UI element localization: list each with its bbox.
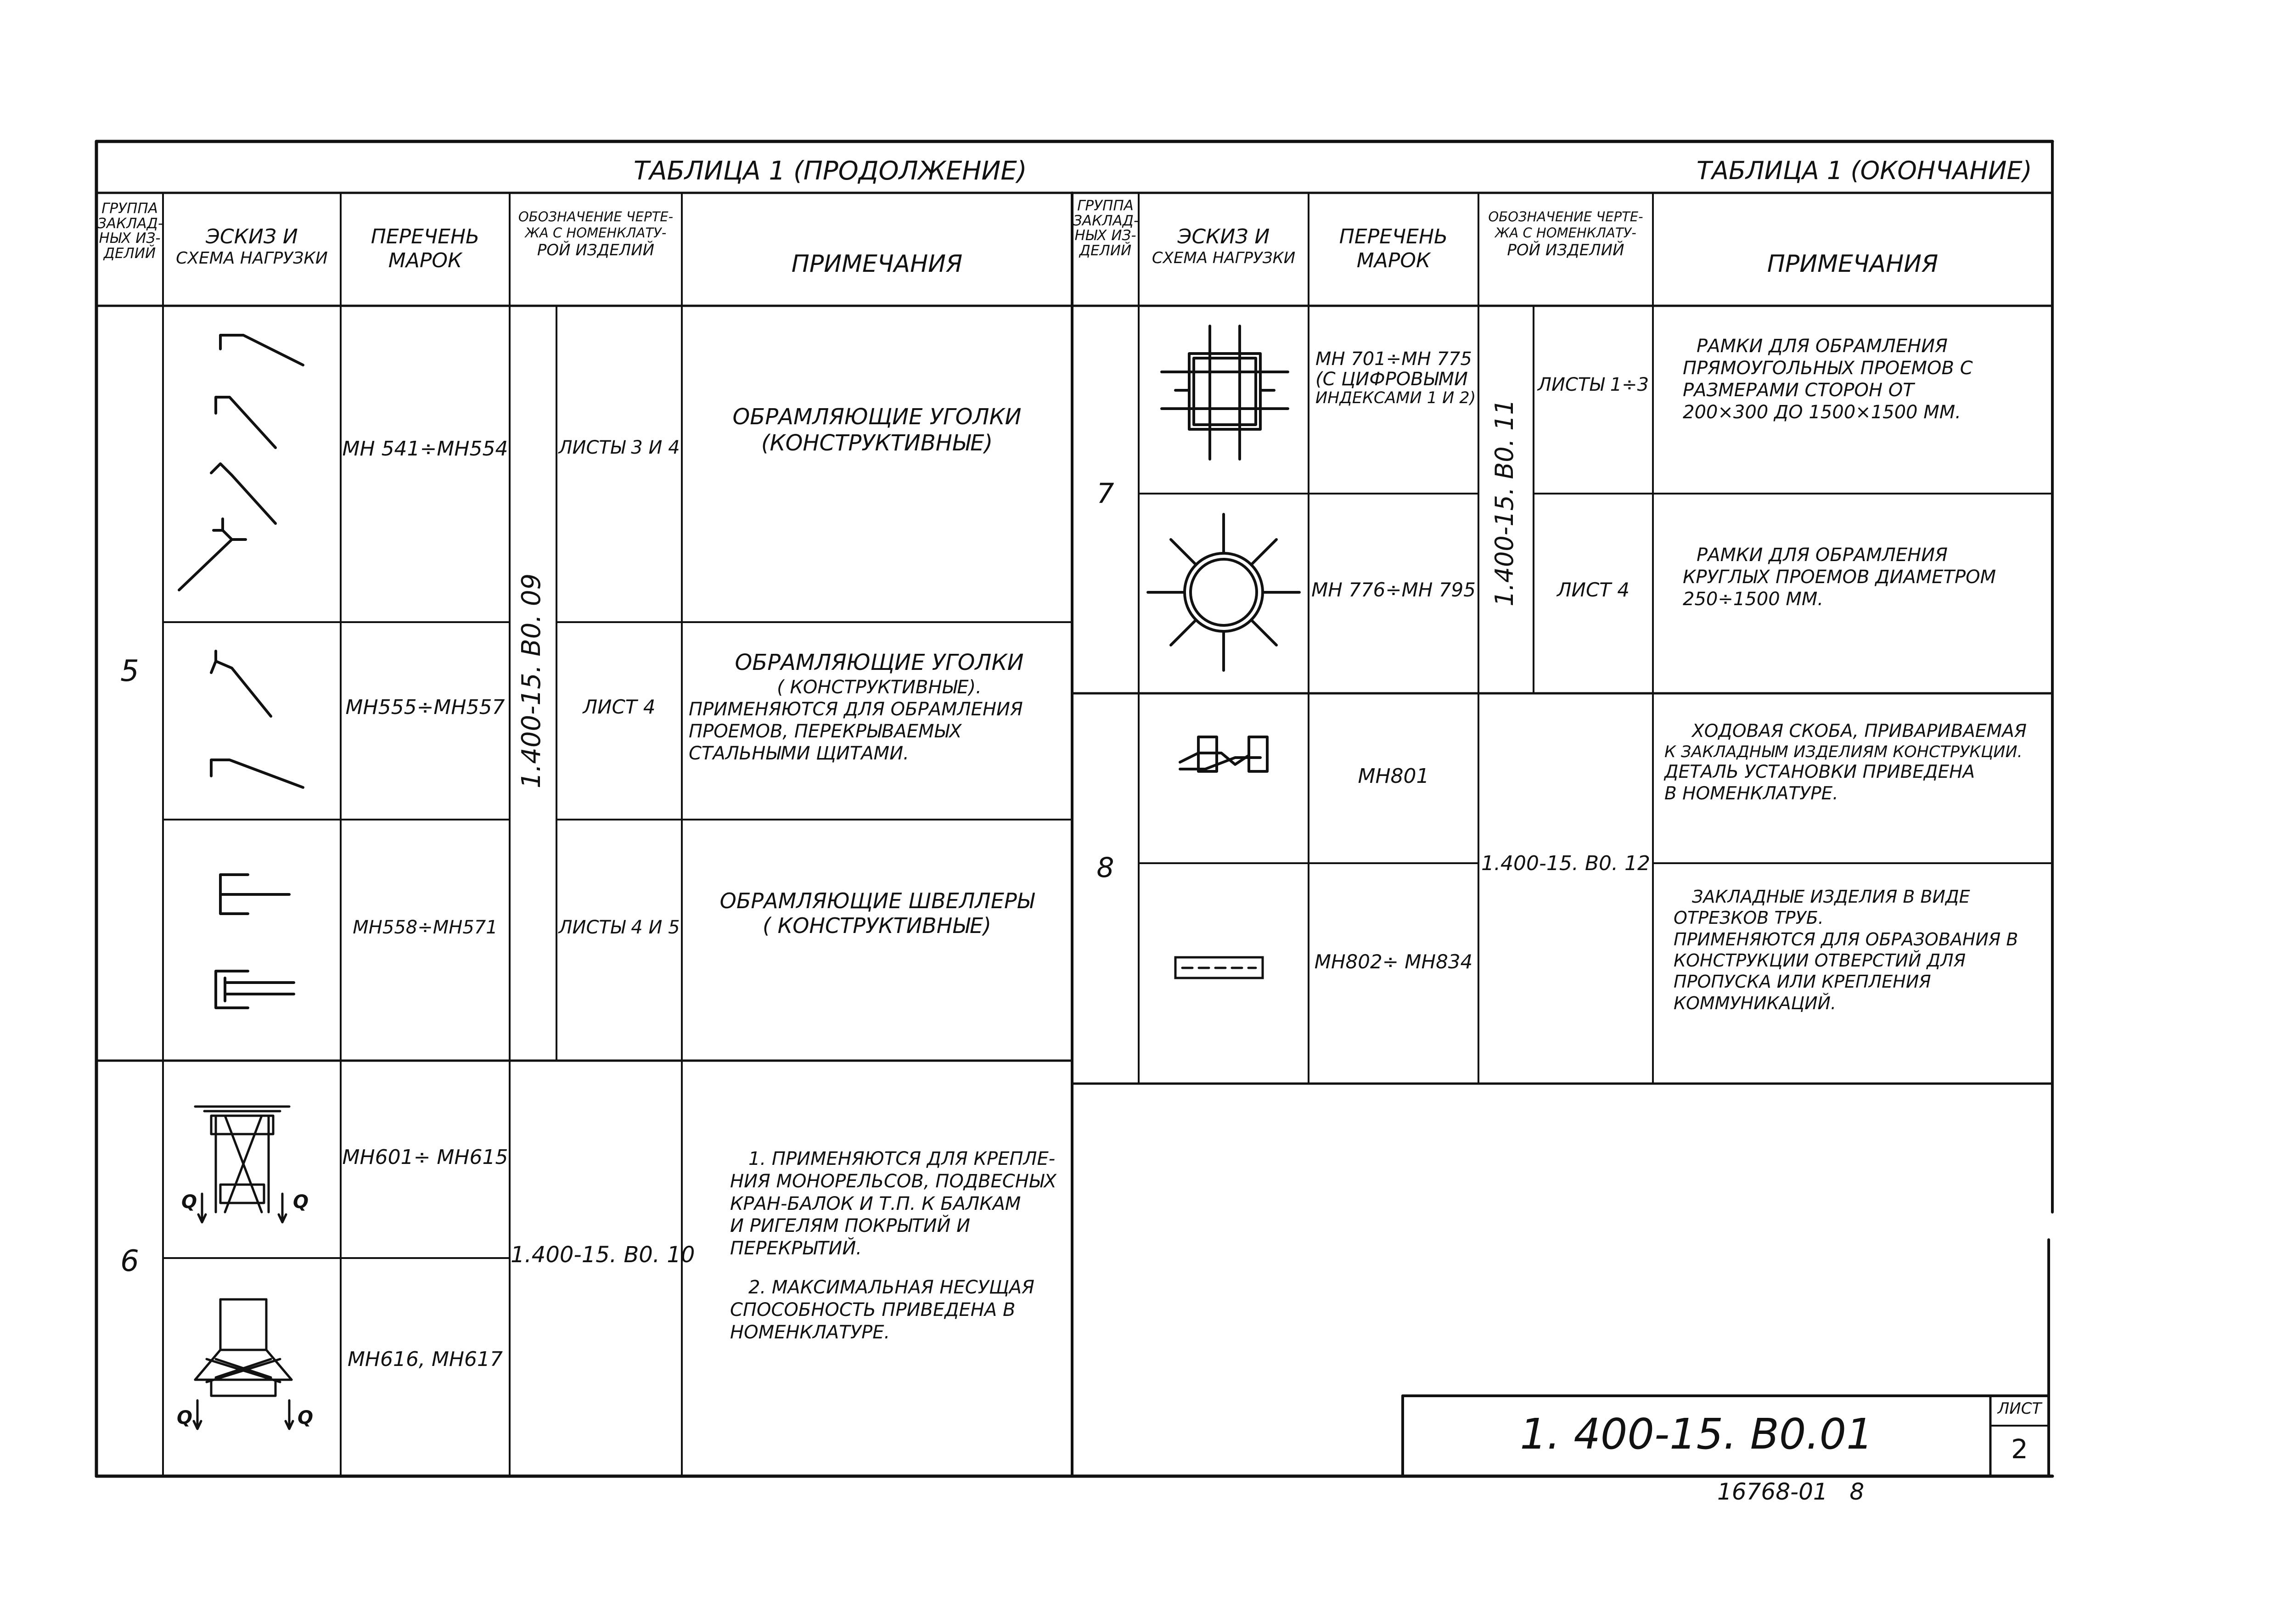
marks-cell: МН 701÷МН 775 (С ЦИФРОВЫМИ ИНДЕКСАМИ 1 И 2) bbox=[1315, 348, 1476, 407]
sheets-cell: ЛИСТ 4 bbox=[583, 696, 656, 718]
group-number: 7 bbox=[1096, 478, 1114, 510]
marks-cell: МН558÷МН571 bbox=[353, 917, 498, 938]
header-notes-column: ПРИМЕЧАНИЯ bbox=[791, 250, 963, 278]
sheets-cell: ЛИСТЫ 4 И 5 bbox=[558, 917, 680, 938]
sheet-label: ЛИСТ bbox=[1997, 1399, 2042, 1418]
designation-code: 1.400-15. В0. 12 bbox=[1481, 852, 1650, 875]
angle-sketch-icon bbox=[179, 335, 303, 590]
header-notes-column: ПРИМЕЧАНИЯ bbox=[1767, 250, 1939, 278]
designation-code: 1.400-15. В0. 10 bbox=[511, 1242, 695, 1268]
channel-sketch-icon bbox=[216, 875, 294, 1008]
header-marks-column: ПЕРЕЧЕНЬ МАРОК bbox=[1339, 225, 1448, 272]
ladder-rung-sketch-icon bbox=[1180, 737, 1267, 771]
header-group-column: ГРУППА ЗАКЛАД- НЫХ ИЗ- ДЕЛИЙ bbox=[97, 200, 163, 262]
circular-frame-sketch-icon bbox=[1148, 514, 1299, 670]
designation-code: 1.400-15. В0. 09 bbox=[517, 573, 546, 789]
load-label: Q bbox=[298, 1407, 314, 1428]
marks-cell: МН802÷ МН834 bbox=[1314, 950, 1473, 973]
header-marks-column: ПЕРЕЧЕНЬ МАРОК bbox=[371, 225, 480, 272]
document-code: 1. 400-15. В0.01 bbox=[1520, 1410, 1873, 1459]
marks-cell: МН601÷ МН615 bbox=[342, 1146, 508, 1169]
note-cell: РАМКИ ДЛЯ ОБРАМЛЕНИЯ КРУГЛЫХ ПРОЕМОВ ДИАМЕТРОМ 250÷1500 ММ. bbox=[1683, 545, 1996, 610]
header-sketch-column: ЭСКИЗ И СХЕМА НАГРУЗКИ bbox=[1152, 225, 1296, 267]
note-cell: ОБРАМЛЯЮЩИЕ УГОЛКИ (КОНСТРУКТИВНЫЕ) bbox=[732, 404, 1022, 456]
archive-number: 16768-01 8 bbox=[1717, 1478, 1865, 1505]
crane-hanger-sketch-icon bbox=[194, 1299, 293, 1429]
crane-hanger-sketch-icon bbox=[195, 1107, 289, 1222]
designation-code: 1.400-15. В0. 11 bbox=[1490, 399, 1519, 607]
marks-cell: МН616, МН617 bbox=[347, 1348, 503, 1371]
rectangular-frame-sketch-icon bbox=[1162, 326, 1288, 459]
header-group-column: ГРУППА ЗАКЛАД- НЫХ ИЗ- ДЕЛИЙ bbox=[1073, 197, 1139, 259]
header-sketch-column: ЭСКИЗ И СХЕМА НАГРУЗКИ bbox=[176, 225, 328, 268]
note-cell: 1. ПРИМЕНЯЮТСЯ ДЛЯ КРЕПЛЕ- НИЯ МОНОРЕЛЬСОВ, ПОДВЕСНЫХ КРАН-БАЛОК И Т.П. К БАЛКАМ И РИГЕЛЯМ ПОКРЫТИЙ И ПЕРЕКРЫТИЙ. 2. МАКСИМАЛЬНАЯ НЕСУЩАЯ СПОСОБНОСТЬ ПРИВЕДЕНА В НОМЕНКЛАТУРЕ. bbox=[730, 1148, 1056, 1343]
load-label: Q bbox=[177, 1407, 193, 1428]
group-number: 5 bbox=[120, 654, 139, 688]
sheets-cell: ЛИСТЫ 3 И 4 bbox=[558, 437, 680, 458]
header-designation-column: ОБОЗНАЧЕНИЕ ЧЕРТЕ- ЖА С НОМЕНКЛАТУ- РОЙ ИЗДЕЛИЙ bbox=[518, 209, 674, 259]
note-cell: ОБРАМЛЯЮЩИЕ УГОЛКИ ( КОНСТРУКТИВНЫЕ). ПРИМЕНЯЮТСЯ ДЛЯ ОБРАМЛЕНИЯ ПРОЕМОВ, ПЕРЕКРЫВАЕМЫХ СТАЛЬНЫМИ ЩИТАМИ. bbox=[689, 650, 1024, 764]
load-label: Q bbox=[293, 1191, 309, 1213]
load-label: Q bbox=[181, 1191, 197, 1213]
marks-cell: МН555÷МН557 bbox=[345, 696, 505, 719]
note-cell: ЗАКЛАДНЫЕ ИЗДЕЛИЯ В ВИДЕ ОТРЕЗКОВ ТРУБ. ПРИМЕНЯЮТСЯ ДЛЯ ОБРАЗОВАНИЯ В КОНСТРУКЦИИ ОТВЕРСТИЙ ДЛЯ ПРОПУСКА ИЛИ КРЕПЛЕНИЯ КОММУНИКАЦИЙ. bbox=[1674, 887, 2018, 1013]
note-cell: ОБРАМЛЯЮЩИЕ ШВЕЛЛЕРЫ ( КОНСТРУКТИВНЫЕ) bbox=[719, 888, 1034, 938]
sheet-number: 2 bbox=[2011, 1433, 2028, 1465]
sheets-cell: ЛИСТ 4 bbox=[1557, 579, 1630, 601]
header-designation-column: ОБОЗНАЧЕНИЕ ЧЕРТЕ- ЖА С НОМЕНКЛАТУ- РОЙ ИЗДЕЛИЙ bbox=[1488, 209, 1643, 259]
note-cell: ХОДОВАЯ СКОБА, ПРИВАРИВАЕМАЯ К ЗАКЛАДНЫМ ИЗДЕЛИЯМ КОНСТРУКЦИИ. ДЕТАЛЬ УСТАНОВКИ ПРИВЕДЕНА В НОМЕНКЛАТУРЕ. bbox=[1664, 721, 2027, 804]
note-cell: РАМКИ ДЛЯ ОБРАМЛЕНИЯ ПРЯМОУГОЛЬНЫХ ПРОЕМОВ С РАЗМЕРАМИ СТОРОН ОТ 200×300 ДО 1500×1500 ММ. bbox=[1683, 336, 1973, 423]
group-number: 6 bbox=[120, 1244, 139, 1278]
marks-cell: МН 776÷МН 795 bbox=[1311, 579, 1476, 601]
right-table-title: ТАБЛИЦА 1 (ОКОНЧАНИЕ) bbox=[1697, 156, 2032, 185]
sheets-cell: ЛИСТЫ 1÷3 bbox=[1537, 374, 1649, 395]
group-number: 8 bbox=[1096, 852, 1114, 884]
pipe-segment-sketch-icon bbox=[1175, 957, 1263, 978]
left-table-title: ТАБЛИЦА 1 (ПРОДОЛЖЕНИЕ) bbox=[634, 156, 1027, 186]
marks-cell: МН 541÷МН554 bbox=[342, 437, 508, 461]
marks-cell: МН801 bbox=[1358, 764, 1429, 788]
angle-sketch-icon bbox=[211, 651, 303, 787]
